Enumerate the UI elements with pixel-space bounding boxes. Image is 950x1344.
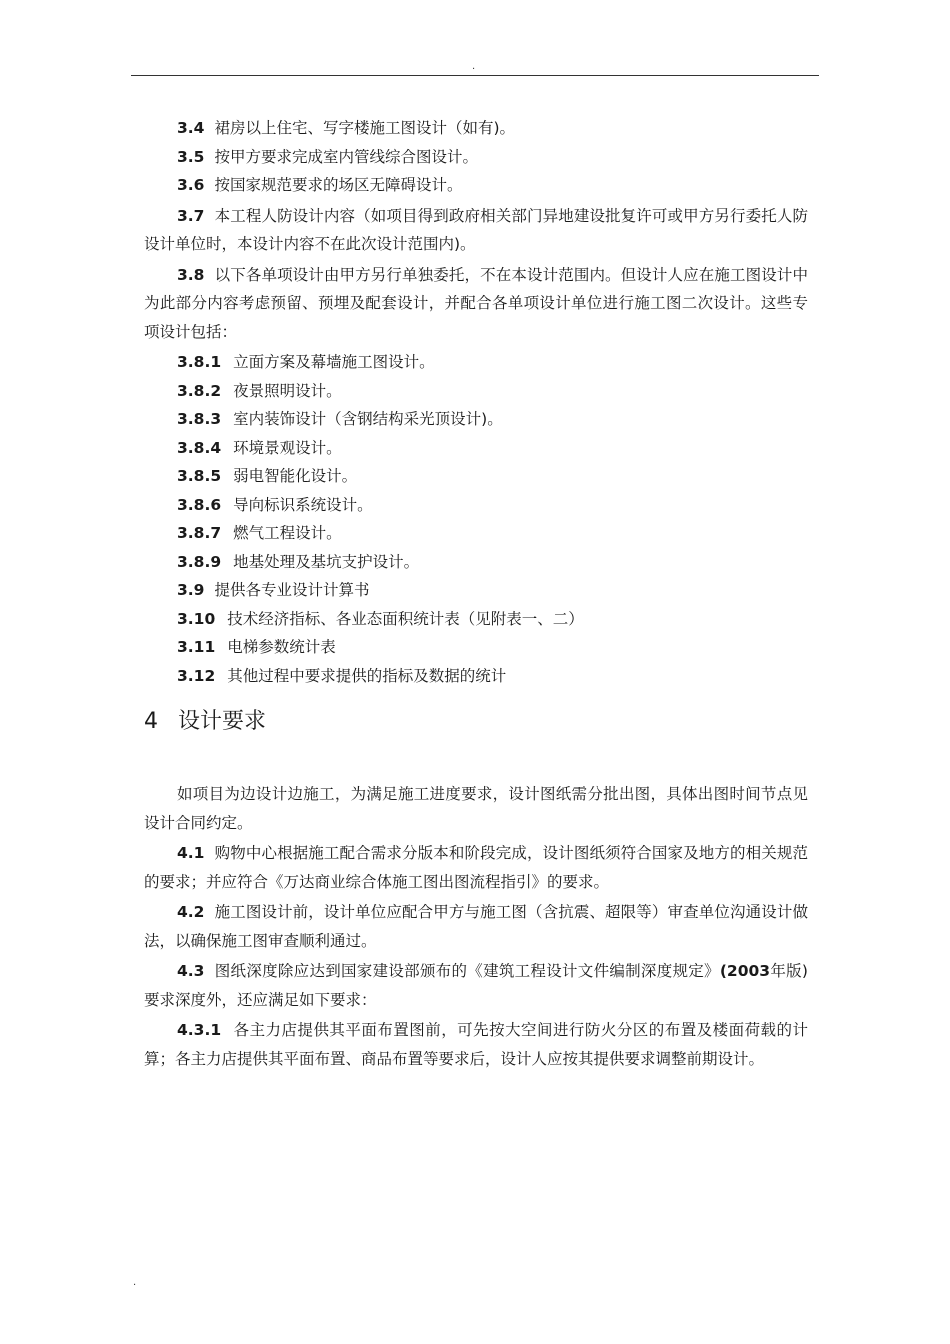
item-number: 3.8.4 bbox=[177, 438, 222, 457]
item-text-cont: 年版)要求深度外，还应满足如下要求： bbox=[144, 962, 808, 1009]
item-3-10 bbox=[144, 605, 808, 634]
header-rule bbox=[131, 75, 819, 76]
item-number: 3.12 bbox=[177, 666, 216, 685]
item-text: 室内装饰设计（含钢结构采光顶设计)。 bbox=[233, 410, 503, 428]
item-text: 地基处理及基坑支护设计。 bbox=[233, 552, 420, 571]
item-text: 环境景观设计。 bbox=[233, 438, 342, 457]
item-text: 本工程人防设计内容（如项目得到政府相关部门异地建设批复许可或甲方另行委托人防设计单位时，本设计内容不在此次设计范围内)。 bbox=[144, 206, 808, 253]
item-text: 其他过程中要求提供的指标及数据的统计 bbox=[227, 666, 507, 685]
item-text-bold: (2003 bbox=[719, 962, 771, 980]
header-dot: . bbox=[472, 61, 476, 72]
item-number: 3.8.1 bbox=[177, 353, 222, 371]
item-number: 3.8.2 bbox=[177, 381, 222, 400]
item-number: 3.8.6 bbox=[177, 495, 222, 514]
item-text: 图纸深度除应达到国家建设部颁布的《建筑工程设计文件编制深度规定》 bbox=[214, 962, 720, 980]
item-number: 3.8.9 bbox=[177, 552, 222, 571]
section-number: 4 bbox=[144, 709, 158, 734]
section-title: 设计要求 bbox=[178, 709, 267, 734]
item-text: 购物中心根据施工配合需求分版本和阶段完成，设计图纸须符合国家及地方的相关规范的要求；并应符合《万达商业综合体施工图出图流程指引》的要求。 bbox=[144, 844, 808, 891]
item-number: 3.9 bbox=[177, 581, 205, 599]
item-number: 3.6 bbox=[177, 176, 205, 194]
section-intro: 如项目为边设计边施工，为满足施工进度要求，设计图纸需分批出图，具体出图时间节点见设计合同约定。 bbox=[144, 785, 808, 832]
item-number: 3.8.7 bbox=[177, 524, 222, 542]
item-4-3-1 bbox=[144, 1016, 808, 1073]
item-number: 4.3 bbox=[177, 962, 205, 980]
item-text: 电梯参数统计表 bbox=[227, 638, 336, 656]
item-text: 以下各单项设计由甲方另行单独委托，不在本设计范围内。但设计人应在施工图设计中为此部分内容考虑预留、预埋及配套设计，并配合各单项设计单位进行施工图二次设计。这些专项设计包括： bbox=[144, 265, 808, 341]
item-4-1 bbox=[144, 839, 808, 896]
item-text: 裙房以上住宅、写字楼施工图设计（如有)。 bbox=[214, 119, 516, 137]
item-number: 3.10 bbox=[177, 609, 216, 628]
item-text: 按甲方要求完成室内管线综合图设计。 bbox=[214, 147, 478, 166]
item-3-8-7 bbox=[144, 519, 808, 548]
item-3-9 bbox=[144, 576, 808, 605]
item-number: 3.11 bbox=[177, 638, 216, 656]
item-number: 3.5 bbox=[177, 147, 205, 166]
item-3-8-5 bbox=[144, 462, 808, 491]
item-3-4 bbox=[144, 114, 808, 143]
item-number: 3.4 bbox=[177, 119, 205, 137]
item-4-2 bbox=[144, 898, 808, 955]
item-text: 导向标识系统设计。 bbox=[233, 495, 373, 514]
item-3-8-6 bbox=[144, 491, 808, 520]
item-3-8-1 bbox=[144, 348, 808, 377]
footer-dot: . bbox=[133, 1277, 137, 1288]
item-3-8-9 bbox=[144, 548, 808, 577]
item-text: 夜景照明设计。 bbox=[233, 381, 342, 400]
item-number: 3.8 bbox=[177, 265, 205, 284]
item-text: 技术经济指标、各业态面积统计表（见附表一、二） bbox=[227, 609, 584, 628]
item-number: 3.8.5 bbox=[177, 467, 222, 485]
item-number: 4.1 bbox=[177, 844, 205, 862]
item-text: 燃气工程设计。 bbox=[233, 524, 342, 542]
item-text: 立面方案及幕墙施工图设计。 bbox=[233, 353, 435, 371]
document-body bbox=[144, 114, 808, 1073]
item-text: 各主力店提供其平面布置图前，可先按大空间进行防火分区的布置及楼面荷载的计算；各主力店提供其平面布置、商品布置等要求后，设计人应按其提供要求调整前期设计。 bbox=[144, 1021, 808, 1068]
item-4-3 bbox=[144, 957, 808, 1014]
item-3-8-3 bbox=[144, 405, 808, 434]
item-3-12 bbox=[144, 662, 808, 691]
item-text: 施工图设计前，设计单位应配合甲方与施工图（含抗震、超限等）审查单位沟通设计做法，以确保施工图审查顺利通过。 bbox=[144, 903, 808, 950]
item-3-8-2 bbox=[144, 377, 808, 406]
item-text: 弱电智能化设计。 bbox=[233, 467, 358, 485]
item-3-11 bbox=[144, 633, 808, 662]
section-heading bbox=[144, 708, 808, 778]
item-3-8 bbox=[144, 261, 808, 347]
item-number: 4.2 bbox=[177, 903, 205, 921]
item-text: 按国家规范要求的场区无障碍设计。 bbox=[214, 176, 463, 194]
item-3-6 bbox=[144, 171, 808, 200]
item-number: 3.8.3 bbox=[177, 410, 222, 428]
item-3-5 bbox=[144, 143, 808, 172]
item-3-7 bbox=[144, 202, 808, 259]
item-3-8-4 bbox=[144, 434, 808, 463]
item-number: 3.7 bbox=[177, 206, 205, 225]
item-text: 提供各专业设计计算书 bbox=[214, 581, 370, 599]
item-number: 4.3.1 bbox=[177, 1021, 222, 1039]
